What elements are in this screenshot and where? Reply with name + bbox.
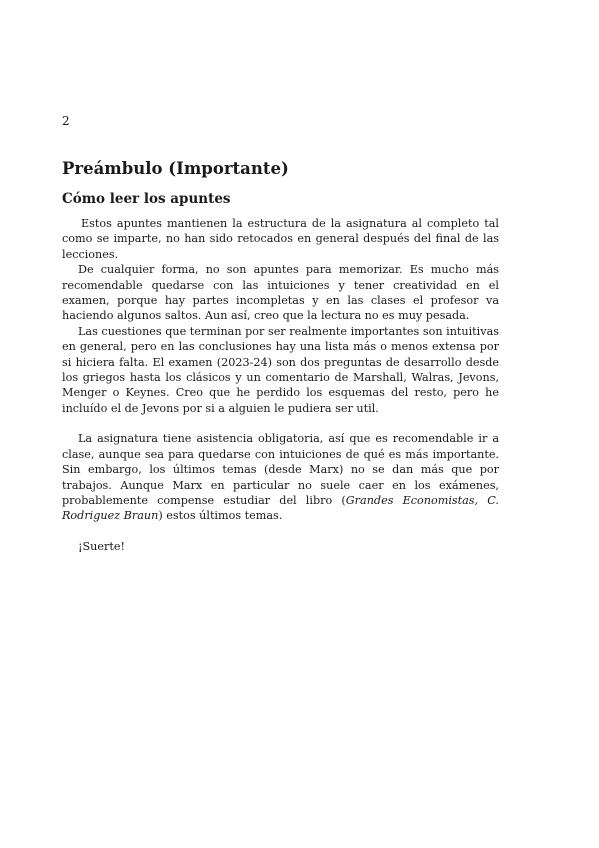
paragraph-attendance <box>62 431 499 523</box>
body-text <box>62 216 499 554</box>
attendance-text-after: ) estos últimos temas. <box>158 509 283 523</box>
chapter-title: Preámbulo (Importante) <box>62 159 289 178</box>
paragraph-important-questions: Las cuestiones que terminan por ser realmente importantes son intuitivas en general, pero en las conclusiones hay una lista más o menos extensa por si hiciera falta. El examen (2023-24) son dos preguntas de desarrollo desde los griegos hasta los clásicos y un comentario de Marshall, Walras, Jevons, Menger o Keynes. Creo que he perdido los esquemas del resto, pero he incluído el de Jevons por si a alguien le pudiera ser util. <box>62 324 499 415</box>
section-title: Cómo leer los apuntes <box>62 191 231 207</box>
attendance-text-before: La asignatura tiene asistencia obligatoria, así que es recomendable ir a clase, aunque sea para quedarse con intuiciones de qué es más importante. Sin embargo, los últimos temas (desde Marx) no se dan más que por trabajos. Aunque Marx en particular no suele caer en los exámenes, probablemente compense estudiar del libro ( <box>62 432 499 507</box>
paragraph-good-luck: ¡Suerte! <box>78 539 125 553</box>
paragraph-not-for-memorizing: De cualquier forma, no son apuntes para memorizar. Es mucho más recomendable quedarse con las intuiciones y tener creatividad en el examen, porque hay partes incompletas y en las clases el profesor va haciendo algunos saltos. Aun así, creo que la lectura no es muy pesada. <box>62 263 499 323</box>
paragraph-intro: Estos apuntes mantienen la estructura de la asignatura al completo tal como se imparte, no han sido retocados en general después del final de las lecciones. <box>62 217 499 261</box>
page-number: 2 <box>62 114 70 128</box>
book-title: Grandes Economistas, C. Rodriguez Braun <box>62 493 499 523</box>
